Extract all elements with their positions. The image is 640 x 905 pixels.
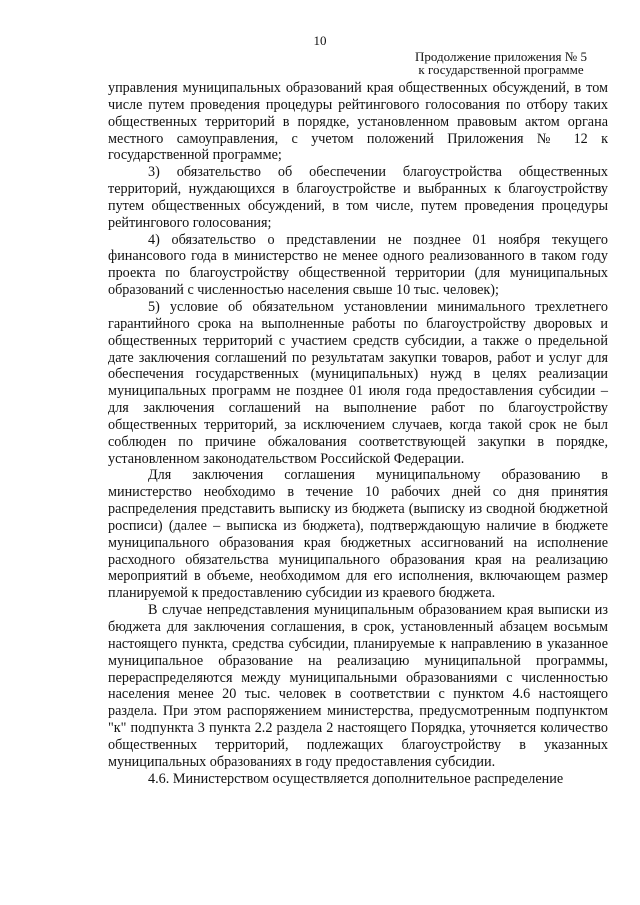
document-body [108,80,608,787]
paragraph-4-6: 4.6. Министерством осуществляется дополнительное распределение [148,770,564,787]
appendix-header [396,50,606,76]
paragraph-item-4: 4) обязательство о представлении не позднее 01 ноября текущего финансового года в министерство не менее одного реализованного в таком году проекта по благоустройству общественной территории (для муниципальных образований с численностью населения свыше 10 тыс. человек); [108,231,608,299]
page-number: 10 [313,33,327,48]
paragraph-agreement: Для заключения соглашения муниципальному образованию в министерство необходимо в течение 10 рабочих дней со дня принятия распределения представить выписку из бюджета (выписку из сводной бюджетной росписи) (далее – выписка из бюджета), подтверждающую наличие в бюджете муниципального образования края бюджетных ассигнований на исполнение расходного обязательства муниципального образования края на реализацию мероприятий в объеме, необходимом для его исполнения, включающем размер планируемой к предоставлению субсидии из краевого бюджета. [108,467,608,602]
paragraph-item-5: 5) условие об обязательном установлении минимального трехлетнего гарантийного срока на выполненные работы по благоустройству дворовых и общественных территорий с участием средств субсидии, а также о предельной дате заключения соглашений по результатам закупки товаров, работ и услуг для обеспечения государственных (муниципальных) нужд в целях реализации муниципальных программ не позднее 01 июля года предоставления субсидии – для заключения соглашений на выполнение работ по благоустройству общественных территорий, за исключением случаев, когда такой срок не был соблюден по причине обжалования соответствующей закупки в порядке, установленном законодательством Российской Федерации. [108,298,608,467]
paragraph-continuation: управления муниципальных образований края общественных обсуждений, в том числе путем проведения процедуры рейтингового голосования по отбору таких общественных территорий в порядке, установленном правовым актом органа местного самоуправления, с учетом положений Приложения № 12 к государственной программе; [108,80,608,164]
paragraph-non-submission: В случае непредставления муниципальным образованием края выписки из бюджета для заключения соглашения, в срок, установленный абзацем восьмым настоящего пункта, средства субсидии, планируемые к направлению в указанное муниципальное образование на реализацию муниципальной программы, перераспределяются между муниципальными образованиями с численностью населения менее 20 тыс. человек в соответствии с пунктом 4.6 настоящего раздела. При этом распоряжением министерства, предусмотренным подпунктом "к" подпункта 3 пункта 2.2 раздела 2 настоящего Порядка, уточняется количество общественных территорий, подлежащих благоустройству в указанных муниципальных образованиях в году предоставления субсидии. [108,602,608,770]
appendix-header-line-1: Продолжение приложения № 5 [415,49,587,64]
paragraph-item-3: 3) обязательство об обеспечении благоустройства общественных территорий, нуждающихся в благоустройстве и выбранных к благоустройству путем общественных обсуждений, в том числе, путем проведения процедуры рейтингового голосования; [108,164,608,231]
appendix-header-line-2: к государственной программе [418,62,584,77]
